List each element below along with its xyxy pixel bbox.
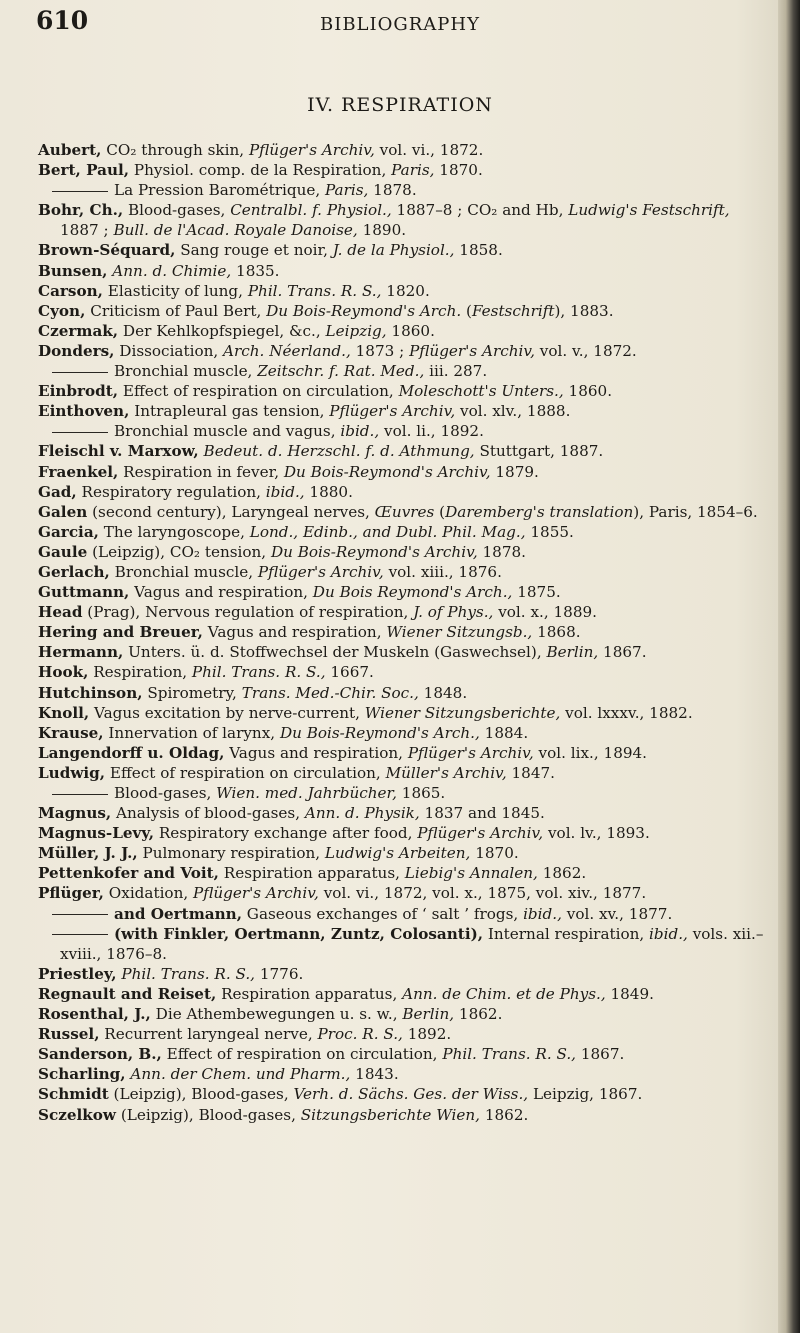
entry-journal: Festschrift [471, 301, 555, 320]
entry-text: Criticism of Paul Bert, [85, 301, 267, 320]
entry-journal: Moleschott's Unters., [398, 382, 564, 401]
bibliography-entry [38, 381, 773, 401]
entry-author: Fleischl v. Marxow, [38, 442, 199, 461]
bibliography-entry [38, 562, 773, 582]
entry-author: Rosenthal, J., [38, 1005, 151, 1024]
entry-journal: Wiener Sitzungsb., [386, 623, 533, 642]
entry-text: 1847. [506, 763, 555, 782]
bibliography-entry [38, 883, 773, 903]
entry-text: Blood-gases, [123, 201, 231, 220]
entry-author: Gad, [38, 482, 77, 501]
entry-text: vol. lv., 1893. [543, 824, 650, 843]
entry-text: 1870. [434, 161, 483, 180]
entry-author: Head [38, 603, 83, 622]
entry-journal: Pflüger's Archiv, [257, 562, 384, 581]
entry-text: Leipzig, 1867. [528, 1085, 643, 1104]
bibliography-entry [38, 200, 773, 240]
bibliography-entry [38, 763, 773, 783]
entry-text: 1835. [231, 261, 280, 280]
entry-text: 1867. [576, 1045, 625, 1064]
entry-journal: ibid., [523, 904, 562, 923]
entry-text: vol. vi., 1872. [374, 141, 484, 159]
entry-journal: Pflüger's Archiv, [329, 402, 456, 421]
entry-journal: Arch. Néerland., [223, 341, 351, 360]
bibliography-entry [38, 482, 773, 502]
entry-author: Hering and Breuer, [38, 623, 203, 642]
entry-text: Die Athembewegungen u. s. w., [150, 1005, 403, 1024]
entry-text: (Leipzig), Blood-gases, [108, 1085, 294, 1104]
entry-text: vol. v., 1872. [534, 341, 637, 360]
entry-author: Brown-Séquard, [38, 241, 176, 260]
bibliography-entry [38, 783, 773, 803]
entry-author: Gerlach, [38, 562, 110, 581]
bibliography-entry [38, 904, 773, 924]
entry-text: ), Paris, 1854–6. [633, 502, 758, 521]
entry-text: Physiol. comp. de la Respiration, [129, 161, 392, 180]
entry-author: Hermann, [38, 643, 124, 662]
running-head: BIBLIOGRAPHY [319, 14, 480, 35]
entry-journal: Wiener Sitzungsberichte, [364, 703, 561, 722]
entry-journal: Du Bois-Reymond's Arch., [279, 723, 480, 742]
ditto-dash [52, 934, 108, 935]
entry-text: Respiratory regulation, [76, 482, 266, 501]
bibliography-entry [38, 1024, 773, 1044]
entry-journal: Phil. Trans. R. S., [442, 1045, 576, 1064]
entry-text: 1873 ; [350, 341, 410, 360]
entry-text: CO₂ through skin, [101, 141, 249, 159]
entry-text: 1865. [396, 784, 446, 802]
bibliography-entry [38, 180, 773, 200]
entry-text: Sang rouge et noir, [175, 241, 333, 260]
entry-text: 1848. [418, 683, 468, 702]
entry-text: vol. xlv., 1888. [455, 402, 571, 421]
entry-text: 1855. [525, 522, 574, 541]
bibliography-entry [38, 984, 773, 1004]
entry-author: Scharling, [38, 1065, 126, 1084]
entry-text: Respiratory exchange after food, [154, 824, 418, 843]
entry-text: Effect of respiration on circulation, [161, 1045, 443, 1064]
entry-text: 1858. [454, 241, 503, 260]
entry-text: Respiration apparatus, [218, 864, 405, 883]
entry-author: Cyon, [38, 301, 86, 320]
entry-text: Gaseous exchanges of ‘ salt ’ frogs, [241, 904, 524, 923]
entry-author: Bohr, Ch., [38, 201, 124, 220]
entry-text: vol. lxxxv., 1882. [560, 703, 693, 722]
entry-text: Oxidation, [103, 884, 194, 903]
entry-journal: Berlin, [546, 643, 599, 662]
entry-text: vol. xiii., 1876. [383, 562, 502, 581]
ditto-dash [52, 432, 108, 433]
entry-text: 1820. [381, 281, 430, 300]
entry-text: 1860. [386, 321, 435, 340]
entry-text: (Prag), Nervous regulation of respiration, [82, 603, 414, 622]
bibliography-entry [38, 602, 773, 622]
entry-text: 1884. [479, 723, 529, 742]
entry-text: Internal respiration, [483, 924, 650, 943]
entry-author: Pflüger, [38, 884, 104, 903]
bibliography-entry [38, 964, 773, 984]
entry-text: 1862. [454, 1005, 503, 1024]
entry-text: Blood-gases, [114, 784, 217, 802]
entry-author: Regnault and Reiset, [38, 984, 217, 1003]
bibliography-entry [38, 240, 773, 260]
entry-author: Sanderson, B., [38, 1045, 162, 1064]
entry-text: La Pression Barométrique, [114, 181, 326, 200]
entry-text: vol. lix., 1894. [533, 743, 648, 762]
entry-journal: Lond., Edinb., and Dubl. Phil. Mag., [249, 522, 526, 541]
bibliography-entry [38, 803, 773, 823]
bibliography-entry [38, 683, 773, 703]
entry-author: Donders, [38, 341, 115, 360]
entry-journal: Ann. der Chem. und Pharm., [130, 1065, 351, 1084]
entry-text: 1776. [255, 964, 304, 983]
page-number: 610 [36, 6, 89, 35]
entry-journal: Wien. med. Jahrbücher, [216, 784, 397, 802]
entry-text: Respiration apparatus, [216, 984, 403, 1003]
entry-text: Dissociation, [114, 341, 224, 360]
entry-author: Galen [38, 502, 88, 521]
entry-text: ( [434, 502, 446, 521]
bibliography-entry [38, 1044, 773, 1064]
entry-author: Bert, Paul, [38, 161, 130, 180]
bibliography-entry [38, 361, 773, 381]
entry-text: Vagus excitation by nerve-current, [89, 703, 365, 722]
entry-text: Pulmonary respiration, [137, 844, 325, 863]
entry-author: Carson, [38, 281, 103, 300]
entry-author: Bunsen, [38, 261, 108, 280]
bibliography-entry [38, 843, 773, 863]
entry-text: 1887–8 ; CO₂ and Hb, [391, 201, 569, 220]
bibliography-entry [38, 622, 773, 642]
entry-text: 1862. [537, 864, 587, 883]
entry-text: Spirometry, [142, 683, 242, 702]
entry-text: Innervation of larynx, [103, 723, 280, 742]
entry-text: 1879. [490, 462, 539, 481]
entry-author: Priestley, [38, 964, 117, 983]
entry-journal: Proc. R. S., [317, 1025, 403, 1044]
entry-journal: Pflüger's Archiv, [248, 141, 375, 159]
entry-journal: Paris, [325, 181, 369, 200]
entry-journal: ibid., [649, 924, 688, 943]
entry-text: 1868. [532, 623, 581, 642]
ditto-dash [52, 914, 108, 915]
entry-journal: Liebig's Annalen, [404, 864, 538, 883]
entry-journal: Pflüger's Archiv, [409, 341, 535, 360]
entry-text: 1837 and 1845. [419, 804, 545, 823]
entry-text: Vagus and respiration, [224, 743, 408, 762]
entry-journal: Daremberg's translation [445, 502, 634, 521]
bibliography-entry [38, 301, 773, 321]
entry-text: 1878. [368, 181, 417, 200]
entry-text: vol. x., 1889. [493, 603, 597, 622]
entry-text: Vagus and respiration, [202, 623, 387, 642]
entry-journal: Du Bois-Reymond's Archiv, [283, 462, 491, 481]
entry-journal: Phil. Trans. R. S., [121, 964, 255, 983]
bibliography-entry [38, 401, 773, 421]
entry-author: Pettenkofer and Voit, [38, 864, 219, 883]
entry-journal: Sitzungsberichte Wien, [300, 1105, 481, 1124]
book-binding-edge [778, 0, 800, 1333]
entry-author: Sczelkow [38, 1105, 116, 1124]
bibliography-entry [38, 281, 773, 301]
entry-journal: Pflüger's Archiv, [193, 884, 319, 903]
entry-text: 1892. [402, 1025, 452, 1044]
entry-text: Elasticity of lung, [102, 281, 248, 300]
entry-text: 1867. [598, 643, 647, 662]
entry-journal: Ann. d. Chimie, [112, 261, 232, 280]
entry-text: Bronchial muscle, [109, 562, 258, 581]
bibliography-entry [38, 1004, 773, 1024]
entry-author: Einbrodt, [38, 382, 119, 401]
entry-author: Krause, [38, 723, 104, 742]
entry-journal: Bull. de l'Acad. Royale Danoise, [113, 221, 358, 240]
entry-text: 1878. [477, 542, 526, 561]
entry-journal: Verh. d. Sächs. Ges. der Wiss., [293, 1085, 529, 1104]
entry-journal: Trans. Med.-Chir. Soc., [241, 683, 419, 702]
entry-author: Einthoven, [38, 402, 130, 421]
bibliography-entry [38, 582, 773, 602]
entry-author: Knoll, [38, 703, 90, 722]
entry-text: Respiration in fever, [118, 462, 284, 481]
entry-journal: Müller's Archiv, [385, 763, 507, 782]
entry-text: 1890. [357, 221, 407, 240]
entry-journal: Leipzig, [325, 321, 387, 340]
entry-author: Gaule [38, 542, 88, 561]
entry-journal: ibid., [265, 482, 305, 501]
entry-text: vol. vi., 1872, vol. x., 1875, vol. xiv., 1877. [318, 884, 647, 903]
entry-author: Garcia, [38, 522, 99, 541]
entry-text: Recurrent laryngeal nerve, [99, 1025, 318, 1044]
entry-journal: Phil. Trans. R. S., [191, 663, 326, 682]
entry-journal: Berlin, [402, 1005, 455, 1024]
entry-journal: Du Bois Reymond's Arch., [312, 583, 513, 602]
entry-text: 1849. [605, 984, 654, 1003]
bibliography-entry [38, 723, 773, 743]
entry-author: Magnus, [38, 804, 112, 823]
entry-text: Der Kehlkopfspiegel, &c., [118, 321, 326, 340]
ditto-dash [52, 372, 108, 373]
entry-text: Effect of respiration on circulation, [118, 382, 399, 401]
entry-journal: Ann. d. Physik, [304, 804, 420, 823]
entry-author: Fraenkel, [38, 462, 119, 481]
bibliography-entries [38, 140, 773, 1125]
bibliography-entry [38, 261, 773, 281]
entry-author: Aubert, [38, 141, 102, 159]
entry-text: Bronchial muscle, [114, 362, 258, 381]
entry-text: 1870. [470, 844, 519, 863]
entry-journal: Ludwig's Festschrift, [568, 201, 730, 220]
entry-text: ), 1883. [554, 301, 614, 320]
entry-journal: J. de la Physiol., [332, 241, 455, 260]
entry-journal: Ludwig's Arbeiten, [324, 844, 471, 863]
entry-journal: Zeitschr. f. Rat. Med., [257, 362, 425, 381]
entry-text: vol. xv., 1877. [561, 904, 673, 923]
entry-text: Intrapleural gas tension, [129, 402, 330, 421]
bibliography-entry [38, 1064, 773, 1084]
bibliography-entry [38, 522, 773, 542]
entry-journal: Phil. Trans. R. S., [247, 281, 382, 300]
entry-text: 1887 ; [60, 221, 114, 240]
entry-text: Vagus and respiration, [129, 583, 313, 602]
entry-author: Russel, [38, 1025, 100, 1044]
section-title: IV. RESPIRATION [307, 94, 493, 116]
bibliography-entry [38, 642, 773, 662]
entry-text: (with Finkler, Oertmann, Zuntz, Colosanti), [114, 924, 484, 943]
bibliography-entry [38, 662, 773, 682]
entry-journal: ibid., [340, 422, 380, 441]
entry-text: Unters. ü. d. Stoffwechsel der Muskeln (Gaswechsel), [123, 643, 547, 662]
bibliography-entry [38, 703, 773, 723]
ditto-dash [52, 794, 108, 795]
entry-journal: Pflüger's Archiv, [407, 743, 534, 762]
entry-text: Respiration, [88, 663, 192, 682]
entry-text: Analysis of blood-gases, [111, 804, 305, 823]
entry-author: Schmidt [38, 1085, 109, 1104]
entry-text: 1860. [563, 382, 613, 401]
entry-text: (second century), Laryngeal nerves, [87, 502, 375, 521]
bibliography-entry [38, 743, 773, 763]
ditto-dash [52, 191, 108, 192]
entry-author: Guttmann, [38, 583, 130, 602]
entry-journal: Paris, [391, 161, 435, 180]
entry-author: Hook, [38, 663, 89, 682]
entry-journal: Ann. de Chim. et de Phys., [402, 984, 606, 1003]
entry-text: ( [461, 301, 472, 320]
bibliography-entry [38, 1084, 773, 1104]
bibliography-entry [38, 823, 773, 843]
bibliography-entry [38, 321, 773, 341]
entry-journal: Du Bois-Reymond's Archiv, [270, 542, 478, 561]
bibliography-entry [38, 441, 773, 461]
entry-text: The laryngoscope, [98, 522, 250, 541]
entry-text: and Oertmann, [114, 904, 242, 923]
entry-journal: Centralbl. f. Physiol., [230, 201, 392, 220]
entry-author: Müller, J. J., [38, 844, 138, 863]
entry-author: Czermak, [38, 321, 119, 340]
entry-text: 1862. [480, 1105, 529, 1124]
entry-text: vol. li., 1892. [379, 422, 484, 441]
bibliography-entry [38, 421, 773, 441]
bibliography-entry [38, 924, 773, 964]
entry-text: 1843. [350, 1065, 399, 1084]
entry-journal: Du Bois-Reymond's Arch. [266, 301, 462, 320]
entry-journal: Pflüger's Archiv, [417, 824, 544, 843]
entry-text: 1667. [325, 663, 374, 682]
bibliography-entry [38, 160, 773, 180]
entry-text: Bronchial muscle and vagus, [114, 422, 341, 441]
entry-text: 1880. [304, 482, 353, 501]
entry-text: (Leipzig), CO₂ tension, [87, 542, 271, 561]
bibliography-entry [38, 502, 773, 522]
entry-text: iii. 287. [424, 362, 488, 381]
entry-text: (Leipzig), Blood-gases, [116, 1105, 301, 1124]
entry-author: Langendorff u. Oldag, [38, 743, 225, 762]
bibliography-entry [38, 140, 773, 160]
entry-text: vols. xii.–xviii., 1876–8. [60, 924, 764, 963]
entry-journal: Bedeut. d. Herzschl. f. d. Athmung, [203, 442, 475, 461]
entry-author: Ludwig, [38, 763, 106, 782]
entry-text: 1875. [512, 583, 561, 602]
entry-journal: J. of Phys., [413, 603, 494, 622]
entry-author: Magnus-Levy, [38, 824, 155, 843]
entry-journal: Œuvres [374, 502, 435, 521]
entry-text: Effect of respiration on circulation, [105, 763, 386, 782]
entry-author: Hutchinson, [38, 683, 143, 702]
bibliography-entry [38, 542, 773, 562]
bibliography-entry [38, 863, 773, 883]
entry-text: Stuttgart, 1887. [474, 442, 604, 461]
bibliography-entry [38, 341, 773, 361]
bibliography-entry [38, 1105, 773, 1125]
bibliography-entry [38, 462, 773, 482]
